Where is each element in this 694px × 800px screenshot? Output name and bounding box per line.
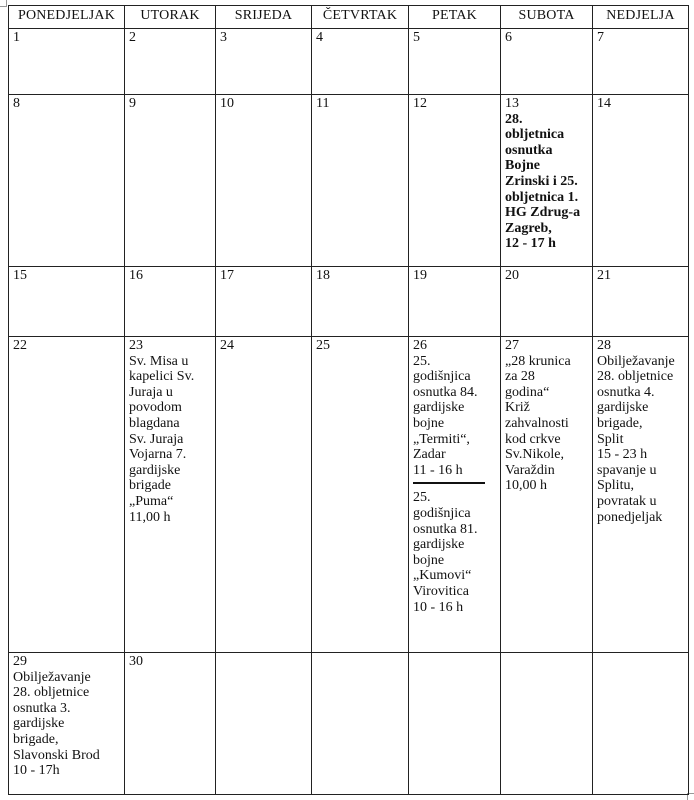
day-number: 28 [597, 338, 611, 353]
day-cell[interactable] [409, 267, 501, 337]
event-text: Sv. Misa u kapelici Sv. Juraja u povodom blagdana Sv. Juraja Vojarna 7. gardijske brigade „Puma“ 11,00 h [129, 353, 195, 525]
day-number: 5 [413, 30, 420, 45]
day-cell[interactable] [409, 337, 501, 653]
day-number: 22 [13, 338, 27, 353]
day-cell[interactable] [312, 337, 409, 653]
calendar-table [8, 5, 689, 795]
day-cell[interactable] [9, 95, 125, 267]
day-cell[interactable] [125, 337, 216, 653]
day-cell[interactable] [312, 653, 409, 795]
day-number: 21 [597, 268, 611, 283]
day-cell[interactable] [9, 337, 125, 653]
day-cell[interactable] [216, 653, 312, 795]
day-cell[interactable] [216, 29, 312, 95]
day-cell[interactable] [312, 29, 409, 95]
event-separator [413, 482, 485, 484]
day-number: 17 [220, 268, 234, 283]
day-number: 10 [220, 96, 234, 111]
day-number: 8 [13, 96, 20, 111]
day-number: 11 [316, 96, 330, 111]
day-number: 14 [597, 96, 611, 111]
day-number: 29 [13, 654, 27, 669]
day-cell[interactable] [409, 95, 501, 267]
day-cell[interactable] [125, 29, 216, 95]
event-text: 25. godišnjica osnutka 84. gardijske bojne „Termiti“, Zadar 11 - 16 h [413, 353, 478, 478]
day-cell[interactable] [216, 95, 312, 267]
day-cell[interactable] [501, 653, 593, 795]
day-number: 4 [316, 30, 323, 45]
week-row [9, 29, 689, 95]
day-cell[interactable] [593, 95, 689, 267]
day-number: 7 [597, 30, 604, 45]
weekday-header-row [9, 6, 689, 29]
day-cell[interactable] [125, 653, 216, 795]
day-number: 23 [129, 338, 143, 353]
event-text: 28. obljetnica osnutka Bojne Zrinski i 25. obljetnica 1. HG Zdrug-a Zagreb, 12 - 17 h [505, 111, 581, 252]
weekday-header-mon: PONEDJELJAK [9, 6, 125, 29]
week-row [9, 267, 689, 337]
day-number: 24 [220, 338, 234, 353]
event-text: Obilježavanje 28. obljetnice osnutka 4. gardijske brigade, Split 15 - 23 h spavanje u Splitu, povratak u ponedjeljak [597, 353, 675, 525]
day-cell[interactable] [501, 95, 593, 267]
day-cell[interactable] [216, 267, 312, 337]
day-cell[interactable] [593, 337, 689, 653]
day-number: 13 [505, 96, 519, 111]
weekday-header-sun: NEDJELJA [593, 6, 689, 29]
weekday-header-tue: UTORAK [125, 6, 216, 29]
day-number: 30 [129, 654, 143, 669]
week-row [9, 653, 689, 795]
weekday-header-sat: SUBOTA [501, 6, 593, 29]
week-row [9, 337, 689, 653]
day-cell[interactable] [216, 337, 312, 653]
day-cell[interactable] [9, 653, 125, 795]
day-cell[interactable] [593, 267, 689, 337]
day-number: 1 [13, 30, 20, 45]
day-number: 19 [413, 268, 427, 283]
day-cell[interactable] [125, 267, 216, 337]
day-cell[interactable] [501, 337, 593, 653]
weekday-header-fri: PETAK [409, 6, 501, 29]
week-row [9, 95, 689, 267]
day-cell[interactable] [593, 653, 689, 795]
day-cell[interactable] [501, 29, 593, 95]
day-number: 6 [505, 30, 512, 45]
day-number: 25 [316, 338, 330, 353]
day-cell[interactable] [409, 653, 501, 795]
day-number: 16 [129, 268, 143, 283]
day-cell[interactable] [409, 29, 501, 95]
day-number: 2 [129, 30, 136, 45]
day-number: 27 [505, 338, 519, 353]
day-number: 26 [413, 338, 427, 353]
day-number: 18 [316, 268, 330, 283]
day-number: 12 [413, 96, 427, 111]
weekday-header-wed: SRIJEDA [216, 6, 312, 29]
day-number: 9 [129, 96, 136, 111]
weekday-header-thu: ČETVRTAK [312, 6, 409, 29]
day-cell[interactable] [312, 95, 409, 267]
day-cell[interactable] [312, 267, 409, 337]
day-number: 20 [505, 268, 519, 283]
day-cell[interactable] [9, 29, 125, 95]
event-text: 25. godišnjica osnutka 81. gardijske bojne „Kumovi“ Virovitica 10 - 16 h [413, 490, 478, 615]
day-cell[interactable] [501, 267, 593, 337]
calendar-body [9, 29, 689, 795]
event-text: „28 krunica za 28 godina“ Križ zahvalnosti kod crkve Sv.Nikole, Varaždin 10,00 h [505, 353, 571, 494]
corner-mark-top-left [0, 0, 7, 7]
day-cell[interactable] [125, 95, 216, 267]
day-number: 15 [13, 268, 27, 283]
day-cell[interactable] [9, 267, 125, 337]
day-number: 3 [220, 30, 227, 45]
day-cell[interactable] [593, 29, 689, 95]
event-text: Obilježavanje 28. obljetnice osnutka 3. gardijske brigade, Slavonski Brod 10 - 17h [13, 669, 100, 779]
